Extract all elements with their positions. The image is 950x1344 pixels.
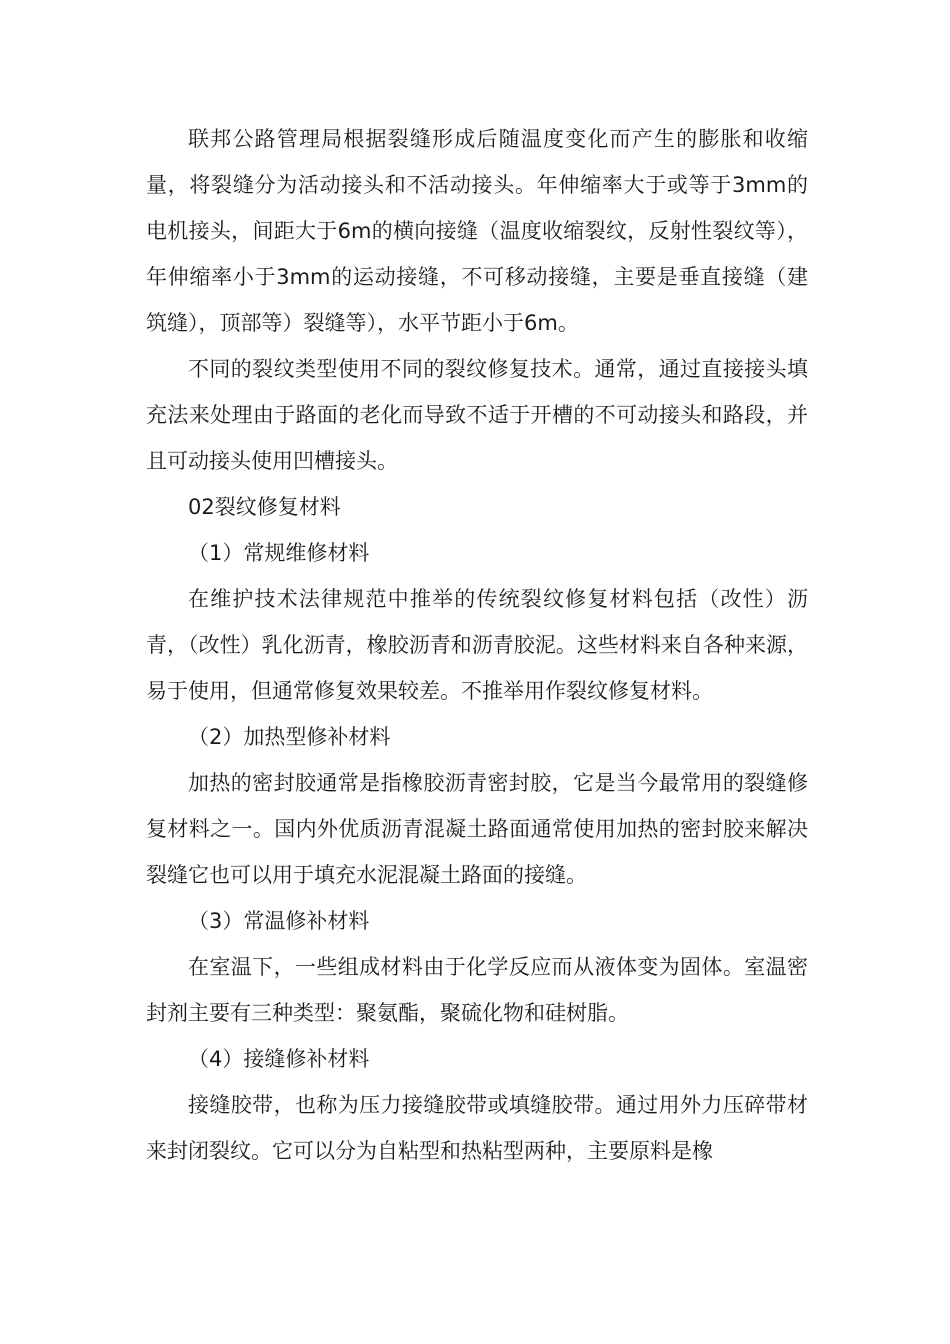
document-page: [146, 116, 808, 1174]
subheading-room-temp-materials: （3）常温修补材料: [188, 909, 370, 933]
paragraph-joint-materials: 接缝胶带，也称为压力接缝胶带或填缝胶带。通过用外力压碎带材来封闭裂纹。它可以分为自粘型和热粘型两种，主要原料是橡: [146, 1093, 808, 1163]
paragraph-conventional-materials: 在维护技术法律规范中推举的传统裂纹修复材料包括（改性）沥青，（改性）乳化沥青，橡胶沥青和沥青胶泥。这些材料来自各种来源，易于使用，但通常修复效果较差。不推举用作裂纹修复材料。: [146, 587, 808, 703]
subheading-heated-materials: （2）加热型修补材料: [188, 725, 391, 749]
subheading-conventional-materials: （1）常规维修材料: [188, 541, 370, 565]
paragraph-heated-materials: 加热的密封胶通常是指橡胶沥青密封胶，它是当今最常用的裂缝修复材料之一。国内外优质沥青混凝土路面通常使用加热的密封胶来解决裂缝它也可以用于填充水泥混凝土路面的接缝。: [146, 771, 808, 887]
section-heading-repair-materials: 02裂纹修复材料: [188, 495, 341, 519]
paragraph-room-temp-materials: 在室温下，一些组成材料由于化学反应而从液体变为固体。室温密封剂主要有三种类型：聚氨酯，聚硫化物和硅树脂。: [146, 955, 808, 1025]
subheading-joint-materials: （4）接缝修补材料: [188, 1047, 370, 1071]
paragraph-crack-classification: 联邦公路管理局根据裂缝形成后随温度变化而产生的膨胀和收缩量，将裂缝分为活动接头和不活动接头。年伸缩率大于或等于3mm的电机接头，间距大于6m的横向接缝（温度收缩裂纹，反射性裂纹等），年伸缩率小于3mm的运动接缝，不可移动接缝，主要是垂直接缝（建筑缝），顶部等）裂缝等），水平节距小于6m。: [146, 127, 808, 335]
paragraph-repair-techniques: 不同的裂纹类型使用不同的裂纹修复技术。通常，通过直接接头填充法来处理由于路面的老化而导致不适于开槽的不可动接头和路段，并且可动接头使用凹槽接头。: [146, 357, 808, 473]
